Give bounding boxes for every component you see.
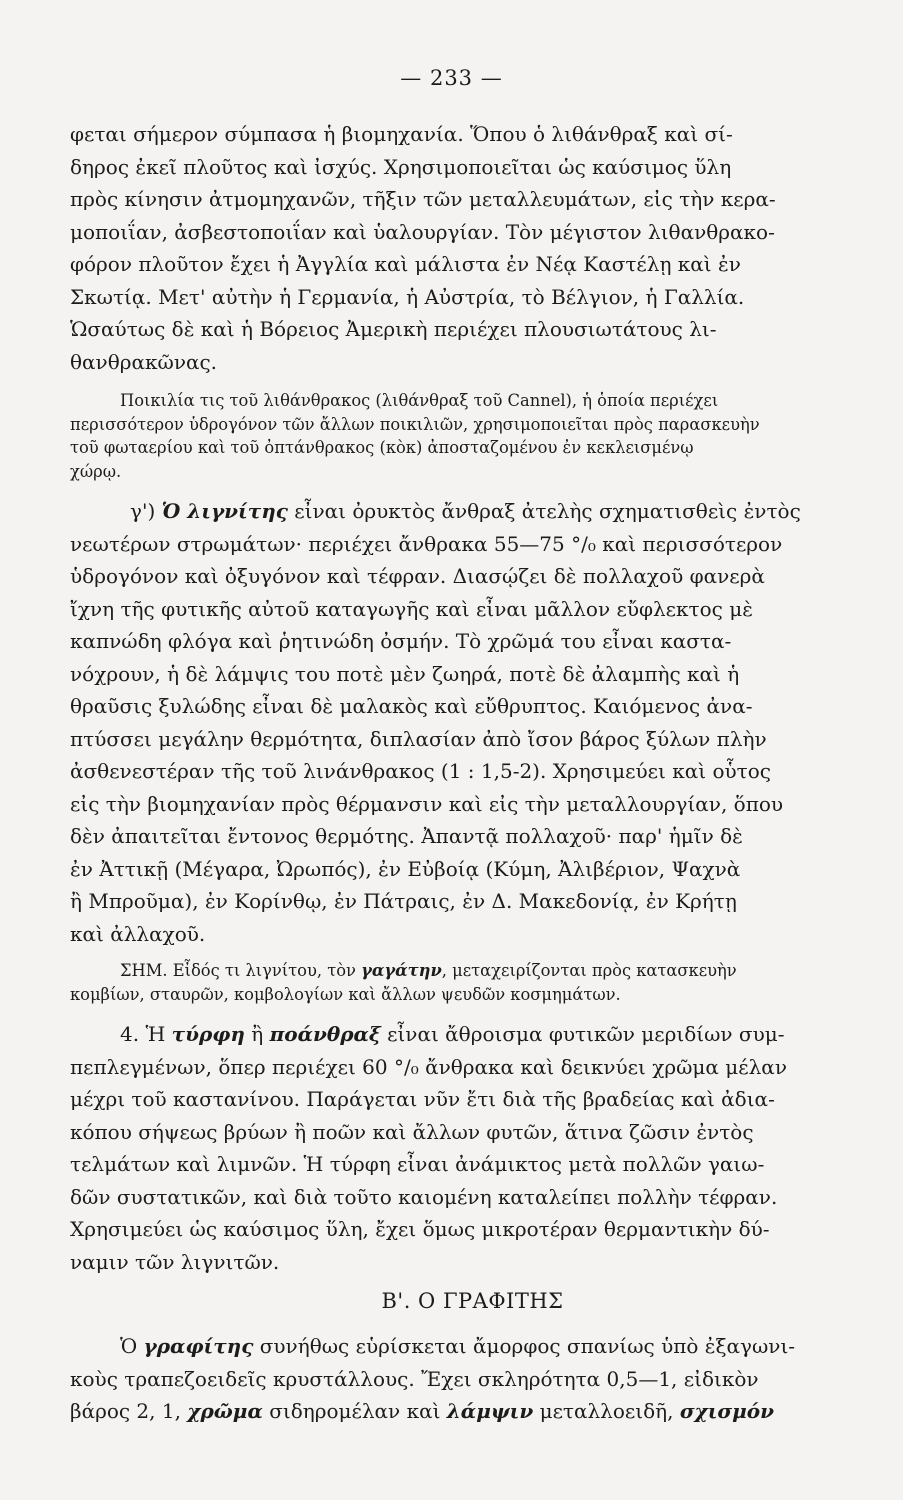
- text-line: κοὺς τραπεζοειδεῖς κρυστάλλους. Ἔχει σκληρότητα 0,5—1, εἰδικὸν: [70, 1366, 759, 1391]
- term-peat-coal: ποάνθραξ: [269, 1022, 381, 1046]
- line-mid: σιδηρομέλαν καὶ: [262, 1399, 447, 1423]
- text-line: φόρον πλοῦτον ἔχει ἡ Ἀγγλία καὶ μάλιστα ἐν Νέᾳ Καστέλῃ καὶ ἐν: [70, 252, 741, 276]
- line-rest: εἶναι ἄθροισμα φυτικῶν μεριδίων συμ-: [380, 1022, 785, 1046]
- text-line: καπνώδη φλόγα καὶ ῥητινώδη ὀσμήν. Τὸ χρῶμά του εἶναι καστα-: [70, 629, 732, 653]
- term-graphite: γραφίτης: [143, 1334, 254, 1358]
- note-line: τοῦ φωταερίου καὶ τοῦ ὀπτάνθρακος (κὸκ) ἀποσταζομένου ἐν κεκλεισμένῳ: [70, 438, 694, 457]
- text-line: τελμάτων καὶ λιμνῶν. Ἡ τύρφη εἶναι ἀνάμικτος μετὰ πολλῶν γαιω-: [70, 1152, 765, 1176]
- text-line: πρὸς κίνησιν ἀτμομηχανῶν, τῆξιν τῶν μεταλλευμάτων, εἰς τὴν κερα-: [70, 187, 776, 211]
- line-rest: , μεταχειρίζονται πρὸς κατασκευὴν: [441, 961, 737, 980]
- note-lead: ΣΗΜ. Εἶδός τι λιγνίτου, τὸν: [120, 961, 362, 980]
- text-line: ἀσθενεστέραν τῆς τοῦ λινάνθρακος (1 : 1,5-2). Χρησιμεύει καὶ οὗτος: [70, 759, 771, 783]
- connector: ἢ: [244, 1022, 270, 1046]
- term-luster: λάμψιν: [446, 1399, 534, 1423]
- text-line: ναμιν τῶν λιγνιτῶν.: [70, 1249, 280, 1274]
- item-marker: γ'): [130, 499, 162, 523]
- item-marker: 4. Ἡ: [120, 1022, 172, 1046]
- text-line: [70, 1395, 815, 1428]
- line-mid: μεταλλοειδῆ,: [533, 1399, 680, 1423]
- line-rest: συνήθως εὑρίσκεται ἄμορφος σπανίως ὑπὸ ἐξαγωνι-: [253, 1334, 796, 1358]
- note-line: Ποικιλία τις τοῦ λιθάνθρακος (λιθάνθραξ τοῦ Cannel), ἡ ὁποία περιέχει: [120, 391, 719, 410]
- text-line: δηρος ἐκεῖ πλοῦτος καὶ ἰσχύς. Χρησιμοποιεῖται ὡς καύσιμος ὕλη: [70, 154, 732, 179]
- text-line: ἐν Ἀττικῇ (Μέγαρα, Ὠρωπός), ἐν Εὐβοίᾳ (Κύμη, Ἀλιβέριον, Ψαχνὰ: [70, 856, 741, 881]
- text-line: ἢ Μπροῦμα), ἐν Κορίνθῳ, ἐν Πάτραις, ἐν Δ. Μακεδονίᾳ, ἐν Κρήτῃ: [70, 889, 737, 913]
- text-line: φεται σήμερον σύμπασα ἡ βιομηχανία. Ὅπου ὁ λιθάνθραξ καὶ σί-: [70, 122, 733, 146]
- note-jet: [70, 959, 815, 1006]
- note-line: κομβίων, σταυρῶν, κομβολογίων καὶ ἄλλων ψευδῶν κοσμημάτων.: [70, 984, 621, 1004]
- text-line: ὑδρογόνον καὶ ὀξυγόνον καὶ τέφραν. Διασῴζει δὲ πολλαχοῦ φανερὰ: [70, 564, 765, 588]
- text-line: ἴχνη τῆς φυτικῆς αὐτοῦ καταγωγῆς καὶ εἶναι μᾶλλον εὔφλεκτος μὲ: [70, 596, 753, 621]
- text-line: μέχρι τοῦ καστανίνου. Παράγεται νῦν ἔτι διὰ τῆς βραδείας καὶ ἀδια-: [70, 1087, 775, 1111]
- text-line: Χρησιμεύει ὡς καύσιμος ὕλη, ἔχει ὅμως μικροτέραν θερμαντικὴν δύ-: [70, 1217, 770, 1241]
- section-heading: Β'. Ο ΓΡΑΦΙΤΗΣ: [381, 1289, 564, 1313]
- text-line: [70, 495, 815, 528]
- term-lignite: Ὁ λιγνίτης: [161, 499, 288, 523]
- line-rest: εἶναι ὀρυκτὸς ἄνθραξ ἀτελὴς σχηματισθεὶς ἐντὸς: [287, 499, 801, 523]
- page-body: [70, 118, 815, 1428]
- note-line: περισσότερον ὑδρογόνον τῶν ἄλλων ποικιλιῶν, χρησιμοποιεῖται πρὸς παρασκευὴν: [70, 414, 760, 434]
- paragraph-coal-uses: [70, 118, 815, 378]
- text-line: μοποιΐαν, ἀσβεστοποιΐαν καὶ ὑαλουργίαν. Τὸν μέγιστον λιθανθρακο-: [70, 219, 775, 244]
- note-line: χώρῳ.: [70, 461, 122, 481]
- text-line: νόχρουν, ἡ δὲ λάμψις του ποτὲ μὲν ζωηρά, ποτὲ δὲ ἀλαμπὴς καὶ ἡ: [70, 661, 740, 686]
- text-line: πτύσσει μεγάλην θερμότητα, διπλασίαν ἀπὸ ἴσον βάρος ξύλων πλὴν: [70, 726, 767, 751]
- text-line: πεπλεγμένων, ὅπερ περιέχει 60 °/₀ ἄνθρακα καὶ δεικνύει χρῶμα μέλαν: [70, 1054, 787, 1079]
- text-line: δὲν ἀπαιτεῖται ἔντονος θερμότης. Ἀπαντᾷ πολλαχοῦ· παρ' ἡμῖν δὲ: [70, 824, 743, 848]
- text-line: κόπου σήψεως βρύων ἢ ποῶν καὶ ἄλλων φυτῶν, ἅτινα ζῶσιν ἐντὸς: [70, 1119, 754, 1144]
- text-line: νεωτέρων στρωμάτων· περιέχει ἄνθρακα 55—75 °/₀ καὶ περισσότερον: [70, 531, 783, 556]
- line-lead: Ὁ: [120, 1334, 144, 1358]
- text-line: εἰς τὴν βιομηχανίαν πρὸς θέρμανσιν καὶ εἰς τὴν μεταλλουργίαν, ὅπου: [70, 791, 784, 816]
- term-peat: τύρφη: [171, 1022, 245, 1046]
- text-line: δῶν συστατικῶν, καὶ διὰ τοῦτο καιομένη καταλείπει πολλὴν τέφραν.: [70, 1184, 778, 1209]
- paragraph-lignite: [70, 495, 815, 950]
- term-jet: γαγάτην: [361, 961, 442, 980]
- text-line: [70, 1018, 815, 1051]
- paragraph-graphite: [70, 1330, 815, 1428]
- note-line: [70, 959, 815, 983]
- term-color: χρῶμα: [187, 1399, 263, 1423]
- note-cannel-coal: [70, 389, 815, 483]
- text-line: θραῦσις ξυλώδης εἶναι δὲ μαλακὸς καὶ εὔθρυπτος. Καιόμενος ἀνα-: [70, 694, 753, 718]
- text-line: [70, 1330, 815, 1363]
- text-line: Σκωτίᾳ. Μετ' αὐτὴν ἡ Γερμανία, ἡ Αὐστρία, τὸ Βέλγιον, ἡ Γαλλία.: [70, 284, 745, 309]
- paragraph-peat: [70, 1018, 815, 1278]
- text-line: καὶ ἀλλαχοῦ.: [70, 921, 206, 946]
- text-line: Ὡσαύτως δὲ καὶ ἡ Βόρειος Ἀμερικὴ περιέχει πλουσιωτάτους λι-: [70, 317, 717, 341]
- text-line: θανθρακῶνας.: [70, 349, 218, 374]
- page-number: — 233 —: [400, 66, 503, 90]
- term-cleavage: σχισμόν: [679, 1399, 775, 1423]
- line-lead: βάρος 2, 1,: [70, 1399, 188, 1423]
